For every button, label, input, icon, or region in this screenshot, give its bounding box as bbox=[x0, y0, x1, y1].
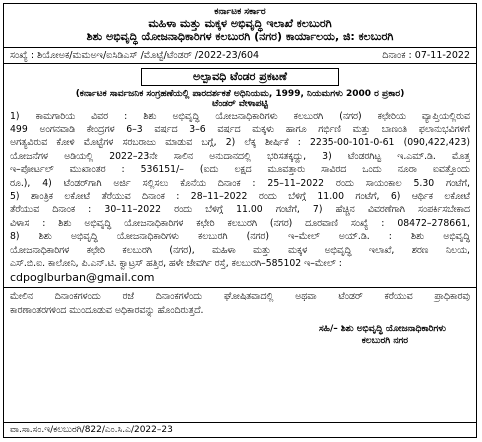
tender-notice bbox=[3, 3, 477, 438]
body-line: 499 ಅಂಗನವಾಡಿ ಕೇಂದ್ರಗಳ 6–3 ವರ್ಷದ 3–6 ವರ್ಷದ ಮಕ್ಕಳು ಹಾಗೂ ಗರ್ಭಿಣಿ ಮತ್ತು ಬಾಣಂತಿ ಫಲಾನುಭವಿಗಳಿಗೆ bbox=[10, 123, 470, 135]
office-line: ಶಿಶು ಅಭಿವೃದ್ಧಿ ಯೋಜನಾಧಿಕಾರಿಗಳ ಕಲಬುರಗಿ (ನಗರ) ಕಾರ್ಯಾಲಯ, ಜಿ: ಕಲಬುರಗಿ bbox=[86, 29, 394, 43]
body-line: 5) ಶಾಂತ್ರಿಕ ಲಕೋಟೆ ತೆರೆಯುವ ದಿನಾಂಕ : 28–11–2022 ರಂದು ಬೆಳಿಗ್ಗೆ 11.00 ಗಂಟೆಗೆ, 6) ಆರ್ಥಿಕ ಲಕೋಟೆ bbox=[10, 190, 470, 202]
body-line: ರೂ.), 4) ಟೆಂಡರ್‌ಗಾಗಿ ಅರ್ಜಿ ಸಲ್ಲಿಸಲು ಕೊನೆಯ ದಿನಾಂಕ : 25–11–2022 ರಂದು ಸಾಯಂಕಾಲ 5.30 ಗಂಟೆಗೆ, bbox=[10, 177, 470, 189]
body-line: ತೆರೆಯುವ ದಿನಾಂಕ : 30–11–2022 ರಂದು ಬೆಳಿಗ್ಗೆ 11.00 ಗಂಟೆಗೆ, 7) ಹೆಚ್ಚಿನ ವಿವರಣೆಗಾಗಿ ಸಂಪರ್ಕಿಸಬೇಕಾದ bbox=[10, 204, 470, 216]
footnote-line: ಕಾರಣಾಂತರಗಳಿಂದ ಮುಂದೂಡುವ ಅಧಿಕಾರವನ್ನು ಹೊಂದಿರುತ್ತದೆ. bbox=[10, 304, 204, 316]
notice-body bbox=[4, 110, 476, 271]
publication-reference bbox=[4, 422, 476, 437]
reference-number: ಸಂಖ್ಯೆ : ಶಿಯೋಅಕ/ಮಮಅಇ/ಐಸಿಡಿಎಸ್ /ಮೊಟ್ಟೆ/ಟೆಂಡರ್ /2022-23/604 bbox=[10, 49, 260, 61]
body-line: ಯೋಜನೆಗಳ ಅಡಿಯಲ್ಲಿ 2022–23ನೇ ಸಾಲಿನ ಅನುದಾನದಲ್ಲಿ ಭರಿಸತಕ್ಕದ್ದು, 3) ಟೆಂಡರಗಿಟ್ಟ ಇ.ಎಮ್.ಡಿ. ಮೊತ್ತ bbox=[10, 150, 470, 162]
body-line: ವಿಳಾಸ : ಶಿಶು ಅಭಿವೃದ್ಧಿ ಯೋಜನಾಧಿಕಾರಿಗಳ ಕಛೇರಿ ಕಲಬುರಗಿ (ನಗರ) ದೂರವಾಣಿ ಸಂಖ್ಯೆ : 08472–278661, bbox=[10, 217, 470, 229]
notice-footnote bbox=[4, 287, 476, 317]
footnote-line: ಮೇಲಿನ ದಿನಾಂಕಗಳಂದು ರಜೆ ದಿನಾಂಕಗಳೆಂದು ಘೋಷಿತವಾದಲ್ಲಿ ಅಥವಾ ಟೆಂಡರ್ ಕರೆಯುವ ಪ್ರಾಧಿಕಾರವು bbox=[10, 291, 470, 303]
body-line: ಅಗತ್ಯವಿರುವ ಕೋಳಿ ಮೊಟ್ಟೆಗಳ ಸರಬರಾಜು ಮಾಡುವ ಬಗ್ಗೆ, 2) ಲೆಕ್ಕ ಶೀರ್ಷಿಕೆ : 2235-00-101-0-61 (090,422,423) bbox=[10, 137, 470, 149]
signature-block bbox=[4, 317, 476, 351]
signature-line: ಸಹಿ/– ಶಿಶು ಅಭಿವೃದ್ಧಿ ಯೋಜನಾಧಿಕಾರಿಗಳು bbox=[318, 324, 446, 335]
reference-date: ದಿನಾಂಕ : 07-11-2022 bbox=[382, 49, 470, 61]
body-line: 1) ಕಾಮಗಾರಿಯ ವಿವರ : ಶಿಶು ಅಭಿವೃದ್ಧಿ ಯೋಜನಾಧಿಕಾರಿಗಳು ಕಲಬುರಗಿ (ನಗರ) ಕಛೇರಿಯ ವ್ಯಾಪ್ತಿಯಲ್ಲಿರುವ bbox=[10, 110, 470, 122]
department-line: ಮಹಿಳಾ ಮತ್ತು ಮಕ್ಕಳ ಅಭಿವೃದ್ಧಿ ಇಲಾಖೆ ಕಲಬುರಗಿ bbox=[148, 16, 332, 30]
government-line: ಕರ್ನಾಟಕ ಸರ್ಕಾರ bbox=[214, 7, 266, 17]
publication-reference-text: ವಾ.ಸಾ.ಸಂ.ಇ/ಕಲಬುರಗಿ/822/ಎಂ.ಸಿ.ಎ/2022–23 bbox=[10, 425, 173, 435]
reference-row bbox=[4, 47, 476, 64]
tender-schedule-heading: ಟೆಂಡರ್ ವೇಳಾಪಟ್ಟಿ bbox=[212, 98, 268, 109]
signature-place: ಕಲಬುರಗಿ ನಗರ bbox=[361, 336, 408, 347]
contact-email: cdpoglburban@gmail.com bbox=[10, 271, 155, 285]
notice-subtitle: (ಕರ್ನಾಟಕ ಸಾರ್ವಜನಿಕ ಸಂಗ್ರಹಣೆಯಲ್ಲಿ ಪಾರದರ್ಶಕತೆ ಅಧಿನಿಯಮ, 1999, ನಿಯಮಗಳು 2000 ರ ಪ್ರಕಾರ) bbox=[75, 88, 405, 99]
body-line: ಇ–ಪೋರ್ಟಲ್ ಮುಖಾಂತರ : 536151/– (ಐದು ಲಕ್ಷದ ಮೂವತ್ತಾರು ಸಾವಿರದ ಒಂದು ನೂರಾ ಐವತ್ತೊಂದು bbox=[10, 164, 470, 176]
notice-title: ಅಲ್ಪಾವಧಿ ಟೆಂಡರ ಪ್ರಕಟಣೆ bbox=[141, 68, 339, 86]
body-line: ಎಸ್.ಬಿ.ಐ. ಕಾಲೋನಿ, ಪಿ.ಎನ್.ಟಿ. ಕ್ವಾಟ್ರಸ್ ಹತ್ತಿರ, ಹಳೇ ಜೇವರ್ಗಿ ರಸ್ತೆ, ಕಲಬುರಗಿ–585102 ಇ–ಮೇಲ್ : bbox=[10, 258, 342, 270]
notice-header bbox=[4, 7, 476, 44]
body-line: 8) ಶಿಶು ಅಭಿವೃದ್ಧಿ ಯೋಜನಾಧಿಕಾರಿಗಳು ಕಲಬುರಗಿ (ನಗರ) ಇ–ಮೇಲ್ ಅಯ್.ಡಿ. : ಶಿಶು ಅಭಿವೃದ್ಧಿ bbox=[10, 231, 470, 243]
body-line: ಯೋಜನಾಧಿಕಾರಿಗಳ ಕಛೇರಿ ಕಲಬುರಗಿ (ನಗರ), ಮಹಿಳಾ ಮತ್ತು ಮಕ್ಕಳ ಅಭಿವೃದ್ಧಿ ಇಲಾಖೆ, ಶರಣ ನಿಲಯ, bbox=[10, 244, 470, 256]
